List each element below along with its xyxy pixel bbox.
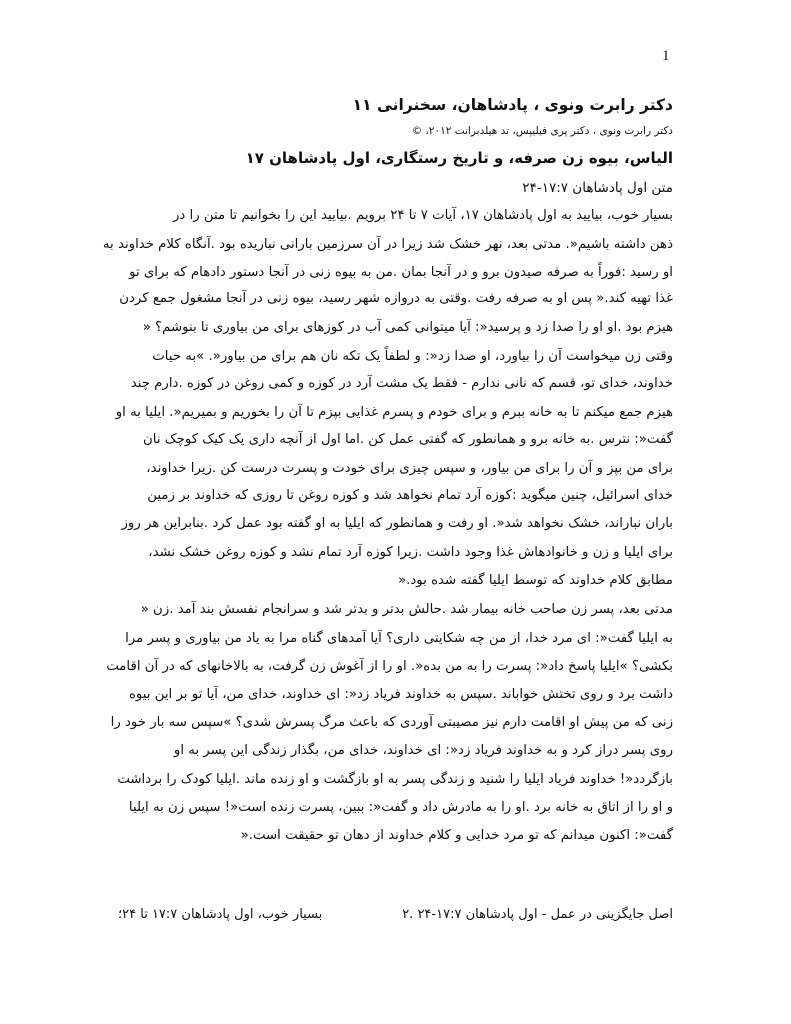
body-line: او رسید :فوراً به صرفه صیدون برو و در آنجا بمان .من به بیوه زنی در آنجا دستور دادهام که برای تو — [129, 265, 673, 280]
body-line: خداوند، خدای تو، قسم که نانی ندارم - فقط یک مشت آرد در کوزه و کمی روغن در کوزه .دارم چند — [130, 376, 673, 391]
body-line: برای من بپز و آن را برای من بیاور، و سپس چیزی برای خودت و پسرت درست کن .زیرا خداوند، — [146, 461, 673, 476]
lecture-subtitle: الیاس، بیوه زن صرفه، و تاریخ رستگاری، اول پادشاهان ۱۷ — [245, 149, 673, 167]
body-line: گفت«: اکنون میدانم که تو مرد خدایی و کلام خداوند از دهان تو حقیقت است.« — [240, 828, 673, 843]
body-line: غذا تهیه کند.« پس او به صرفه رفت .وقتی به دروازه شهر رسید، بیوه زنی در آنجا مشغول جمع کردن — [119, 291, 673, 306]
body-line: زنی که من پیش او اقامت دارم نیز مصیبتی آوردی که باعث مرگ پسرش شدی؟ »سپس سه بار خود را — [110, 715, 673, 730]
body-line: هیزم بود .او او را صدا زد و پرسید«: آیا میتوانی کمی آب در کوزهای برای من بیاوری تا بنوشم؟ « — [142, 320, 673, 335]
footer-left: بسیار خوب، اول پادشاهان ۱۷:۷ تا ۲۴؛ — [118, 907, 323, 922]
lecture-title: دکتر رابرت ونوی ، پادشاهان، سخنرانی ۱۱ — [352, 96, 673, 114]
body-line: بسیار خوب، بیایید به اول پادشاهان ۱۷، آیات ۷ تا ۲۴ برویم .بیایید این را بخوانیم تا متن را در — [172, 208, 673, 223]
body-line: بکشی؟ »ایلیا پاسخ داد«: پسرت را به من بده«. او را از آغوش زن گرفت، به بالاخانهای که در آن اقامت — [106, 659, 673, 674]
body-line: مدتی بعد، پسر زن صاحب خانه بیمار شد .حالش بدتر و بدتر شد و سرانجام نفسش بند آمد .زن « — [140, 602, 673, 617]
body-line: باران نباراند، خشک نخواهد شد«. او رفت و همانطور که ایلیا به او گفته بود عمل کرد .بنابراین هر روز — [121, 516, 673, 531]
body-line: برای ایلیا و زن و خانوادهاش غذا وجود داشت .زیرا کوزه آرد تمام نشد و کوزه روغن خشک نشد، — [148, 545, 673, 560]
body-line: به ایلیا گفت«: ای مرد خدا، از من چه شکایتی داری؟ آیا آمدهای گناه مرا به یاد من بیاوری و پسر مرا — [125, 631, 673, 646]
body-line: خدای اسرائیل، چنین میگوید :کوزه آرد تمام نخواهد شد و کوزه روغن تا روزی که خداوند بر زمین — [147, 488, 673, 503]
footer-right: اصل جایگزینی در عمل - اول پادشاهان ۱۷:۷-۲۴ .۲ — [402, 907, 673, 922]
author-credits: دکتر رابرت ونوی ، دکتر پری فیلیپس، تد هیلدبرانت ۲۰۱۲، © — [411, 125, 673, 137]
page-number: 1 — [662, 48, 670, 64]
body-line: روی پسر دراز کرد و به خداوند فریاد زد«: ای خداوند، خدای من، بگذار زندگی این پسر به او — [173, 743, 673, 758]
body-line: وقتی زن میخواست آن را بیاورد، او صدا زد«: و لطفاً یک تکه نان هم برای من بیاور«. »به حیات — [152, 349, 673, 364]
body-line: مطابق کلام خداوند که توسط ایلیا گفته شده بود.« — [398, 573, 673, 588]
body-line: داشت برد و روی تختش خواباند .سپس به خداوند فریاد زد«: ای خداوند، خدای من، آیا تو بر این بیوه — [128, 687, 673, 702]
body-line: هیزم جمع میکنم تا به خانه ببرم و برای خودم و پسرم غذایی بپزم تا آن را بخوریم و بمیریم«. ایلیا به او — [115, 405, 673, 420]
body-line: و او را از اتاق به خانه برد .او را به مادرش داد و گفت«: ببین، پسرت زنده است«! سپس زن به ایلیا — [128, 800, 673, 815]
body-line: گفت«: نترس .به خانه برو و همانطور که گفتی عمل کن .اما اول از آنچه داری یک کیک کوچک نان — [143, 432, 673, 447]
body-line: بازگردد«! خداوند فریاد ایلیا را شنید و زندگی پسر به او بازگشت و او زنده ماند .ایلیا کودک را برداشت — [117, 772, 673, 787]
scripture-reference: متن اول پادشاهان ۱۷:۷-۲۴ — [522, 180, 673, 196]
body-line: ذهن داشته باشیم«. مدتی بعد، نهر خشک شد زیرا در آن سرزمین بارانی نباریده بود .آنگاه کلام خداوند به — [102, 237, 673, 252]
